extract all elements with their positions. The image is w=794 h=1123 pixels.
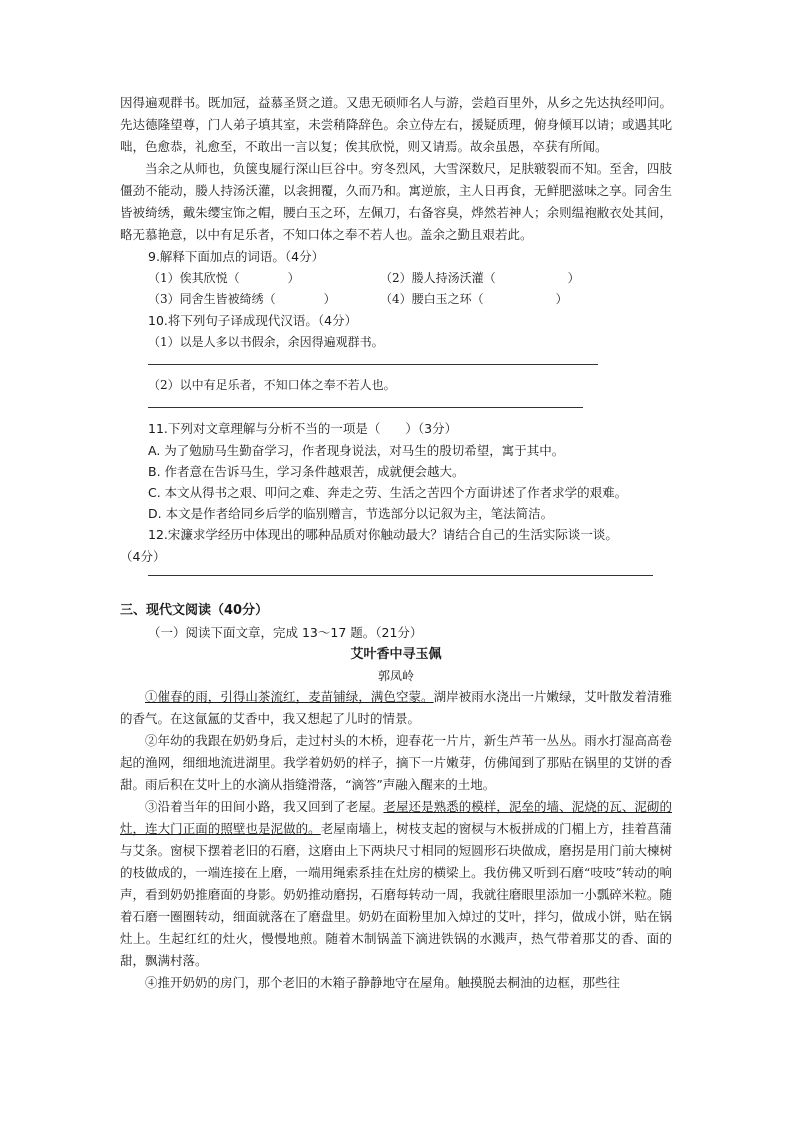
question-10-sentence-2: （2）以中有足乐者，不知口体之奉不若人也。	[148, 378, 396, 392]
question-12-score: （4分）	[120, 549, 166, 564]
essay-paragraph-3-start: ③沿着当年的田间小路，我又回到了老屋。	[145, 799, 384, 814]
question-10-stem: 10.将下列句子译成现代汉语。（4分）	[148, 313, 358, 328]
question-9-item-3: （3）同舍生皆被绮绣（ ）	[148, 292, 336, 306]
question-11-stem: 11.下列对文章理解与分析不当的一项是（ ）（3分）	[148, 421, 458, 436]
essay-paragraph-1-rest: 湖岸被雨水浇出一片嫩绿，艾叶散发着清雅的香气。在这氤氲的艾香中，我又想起了儿时的情景。	[120, 689, 672, 726]
question-9-item-2: （2）媵人持汤沃灌（ ）	[380, 271, 580, 285]
exam-page	[120, 92, 672, 994]
question-9-item-1: （1）俟其欣悦（ ）	[148, 271, 300, 285]
question-11-option-a: A. 为了勉励马生勤奋学习，作者现身说法，对马生的殷切希望，寓于其中。	[148, 443, 565, 458]
section-3-subheading: （一）阅读下面文章，完成 13～17 题。（21分）	[148, 625, 423, 640]
question-9-row-2	[120, 289, 672, 310]
passage-paragraph-1: 因得遍观群书。既加冠，益慕圣贤之道。又患无硕师名人与游，尝趋百里外，从乡之先达执经叩问。先达德隆望尊，门人弟子填其室，未尝稍降辞色。余立侍左右，援疑质理，俯身倾耳以请；或遇其叱咄，色愈恭，礼愈至，不敢出一言以复；俟其欣悦，则又请焉。故余虽愚，卒获有所闻。	[120, 95, 672, 154]
answer-line-10-2[interactable]	[148, 406, 583, 408]
question-9-row-1	[120, 268, 672, 289]
answer-line-12[interactable]	[148, 574, 653, 576]
question-11-option-b: B. 作者意在告诉马生，学习条件越艰苦，成就便会越大。	[148, 464, 465, 479]
passage-paragraph-2: 当余之从师也，负箧曳屣行深山巨谷中。穷冬烈风，大雪深数尺，足肤皲裂而不知。至舍，四肢僵劲不能动，媵人持汤沃灌，以衾拥覆，久而乃和。寓逆旅，主人日再食，无鲜肥滋味之享。同舍生皆被绮绣，戴朱缨宝饰之帽，腰白玉之环，左佩刀，右备容臭，烨然若神人；余则缊袍敝衣处其间，略无慕艳意，以中有足乐者，不知口体之奉不若人也。盖余之勤且艰若此。	[120, 161, 672, 242]
essay-paragraph-1-underlined: ①催春的雨，引得山茶流红，麦苗铺绿，满色空蒙。	[145, 689, 434, 704]
essay-paragraph-3-rest: 老屋南墙上，树枝支起的窗棂与木板拼成的门楣上方，挂着菖蒲与艾条。窗棂下摆着老旧的石磨，这磨由上下两块尺寸相同的短圆形石块做成，磨拐是用门前大楝树的枝做成的，一端连接在上磨，一端用绳索系挂在灶房的横梁上。我仿佛又听到石磨“吱吱”转动的响声，看到奶奶推磨面的身影。奶奶推动磨拐，石磨每转动一周，我就往磨眼里添加一小瓢碎米粒。随着石磨一圈圈转动，细面就落在了磨盘里。奶奶在面粉里加入焯过的艾叶，拌匀，做成小饼，贴在锅灶上。生起红红的灶火，慢慢地煎。随着木制锅盖下滴进铁锅的水溅声，热气带着那艾的香、面的甜，飘满村落。	[120, 821, 672, 968]
essay-paragraph-3-underlined: 老屋还是熟悉的模样，泥垒的墙、泥烧的瓦、泥砌的灶，连大门正面的照壁也是泥做的。	[120, 799, 672, 836]
answer-line-10-1[interactable]	[148, 363, 598, 365]
question-11-option-d: D. 本文是作者给同乡后学的临别赠言，节选部分以记叙为主，笔法简洁。	[148, 506, 554, 521]
essay-author: 郭凤岭	[377, 669, 414, 683]
essay-paragraph-4: ④推开奶奶的房门，那个老旧的木箱子静静地守在屋角。触摸脱去桐油的边框，那些往	[145, 975, 621, 990]
essay-title: 艾叶香中寻玉佩	[350, 647, 442, 662]
essay-paragraph-2: ②年幼的我跟在奶奶身后，走过村头的木桥，迎春花一片片，新生芦苇一丛丛。雨水打湿高高卷起的渔网，细细地流进湖里。我学着奶奶的样子，摘下一片嫩芽，仿佛闻到了那贴在锅里的艾饼的香甜。雨后积在艾叶上的水滴从指缝滑落，“滴答”声融入醒来的土地。	[120, 733, 672, 792]
section-3-heading: 三、现代文阅读（40分）	[120, 603, 269, 618]
question-9-item-4: （4）腰白玉之环（ ）	[380, 292, 568, 306]
essay-paragraph-1	[120, 686, 672, 730]
question-10-sentence-1: （1）以是人多以书假余，余因得遍观群书。	[148, 335, 384, 349]
question-11-option-c: C. 本文从得书之艰、叩问之难、奔走之劳、生活之苦四个方面讲述了作者求学的艰难。	[148, 485, 628, 500]
essay-paragraph-3	[120, 796, 672, 972]
question-9-stem: 9.解释下面加点的词语。（4分）	[148, 249, 325, 264]
question-12-stem: 12.宋濂求学经历中体现出的哪种品质对你触动最大？请结合自己的生活实际谈一谈。	[148, 527, 618, 542]
